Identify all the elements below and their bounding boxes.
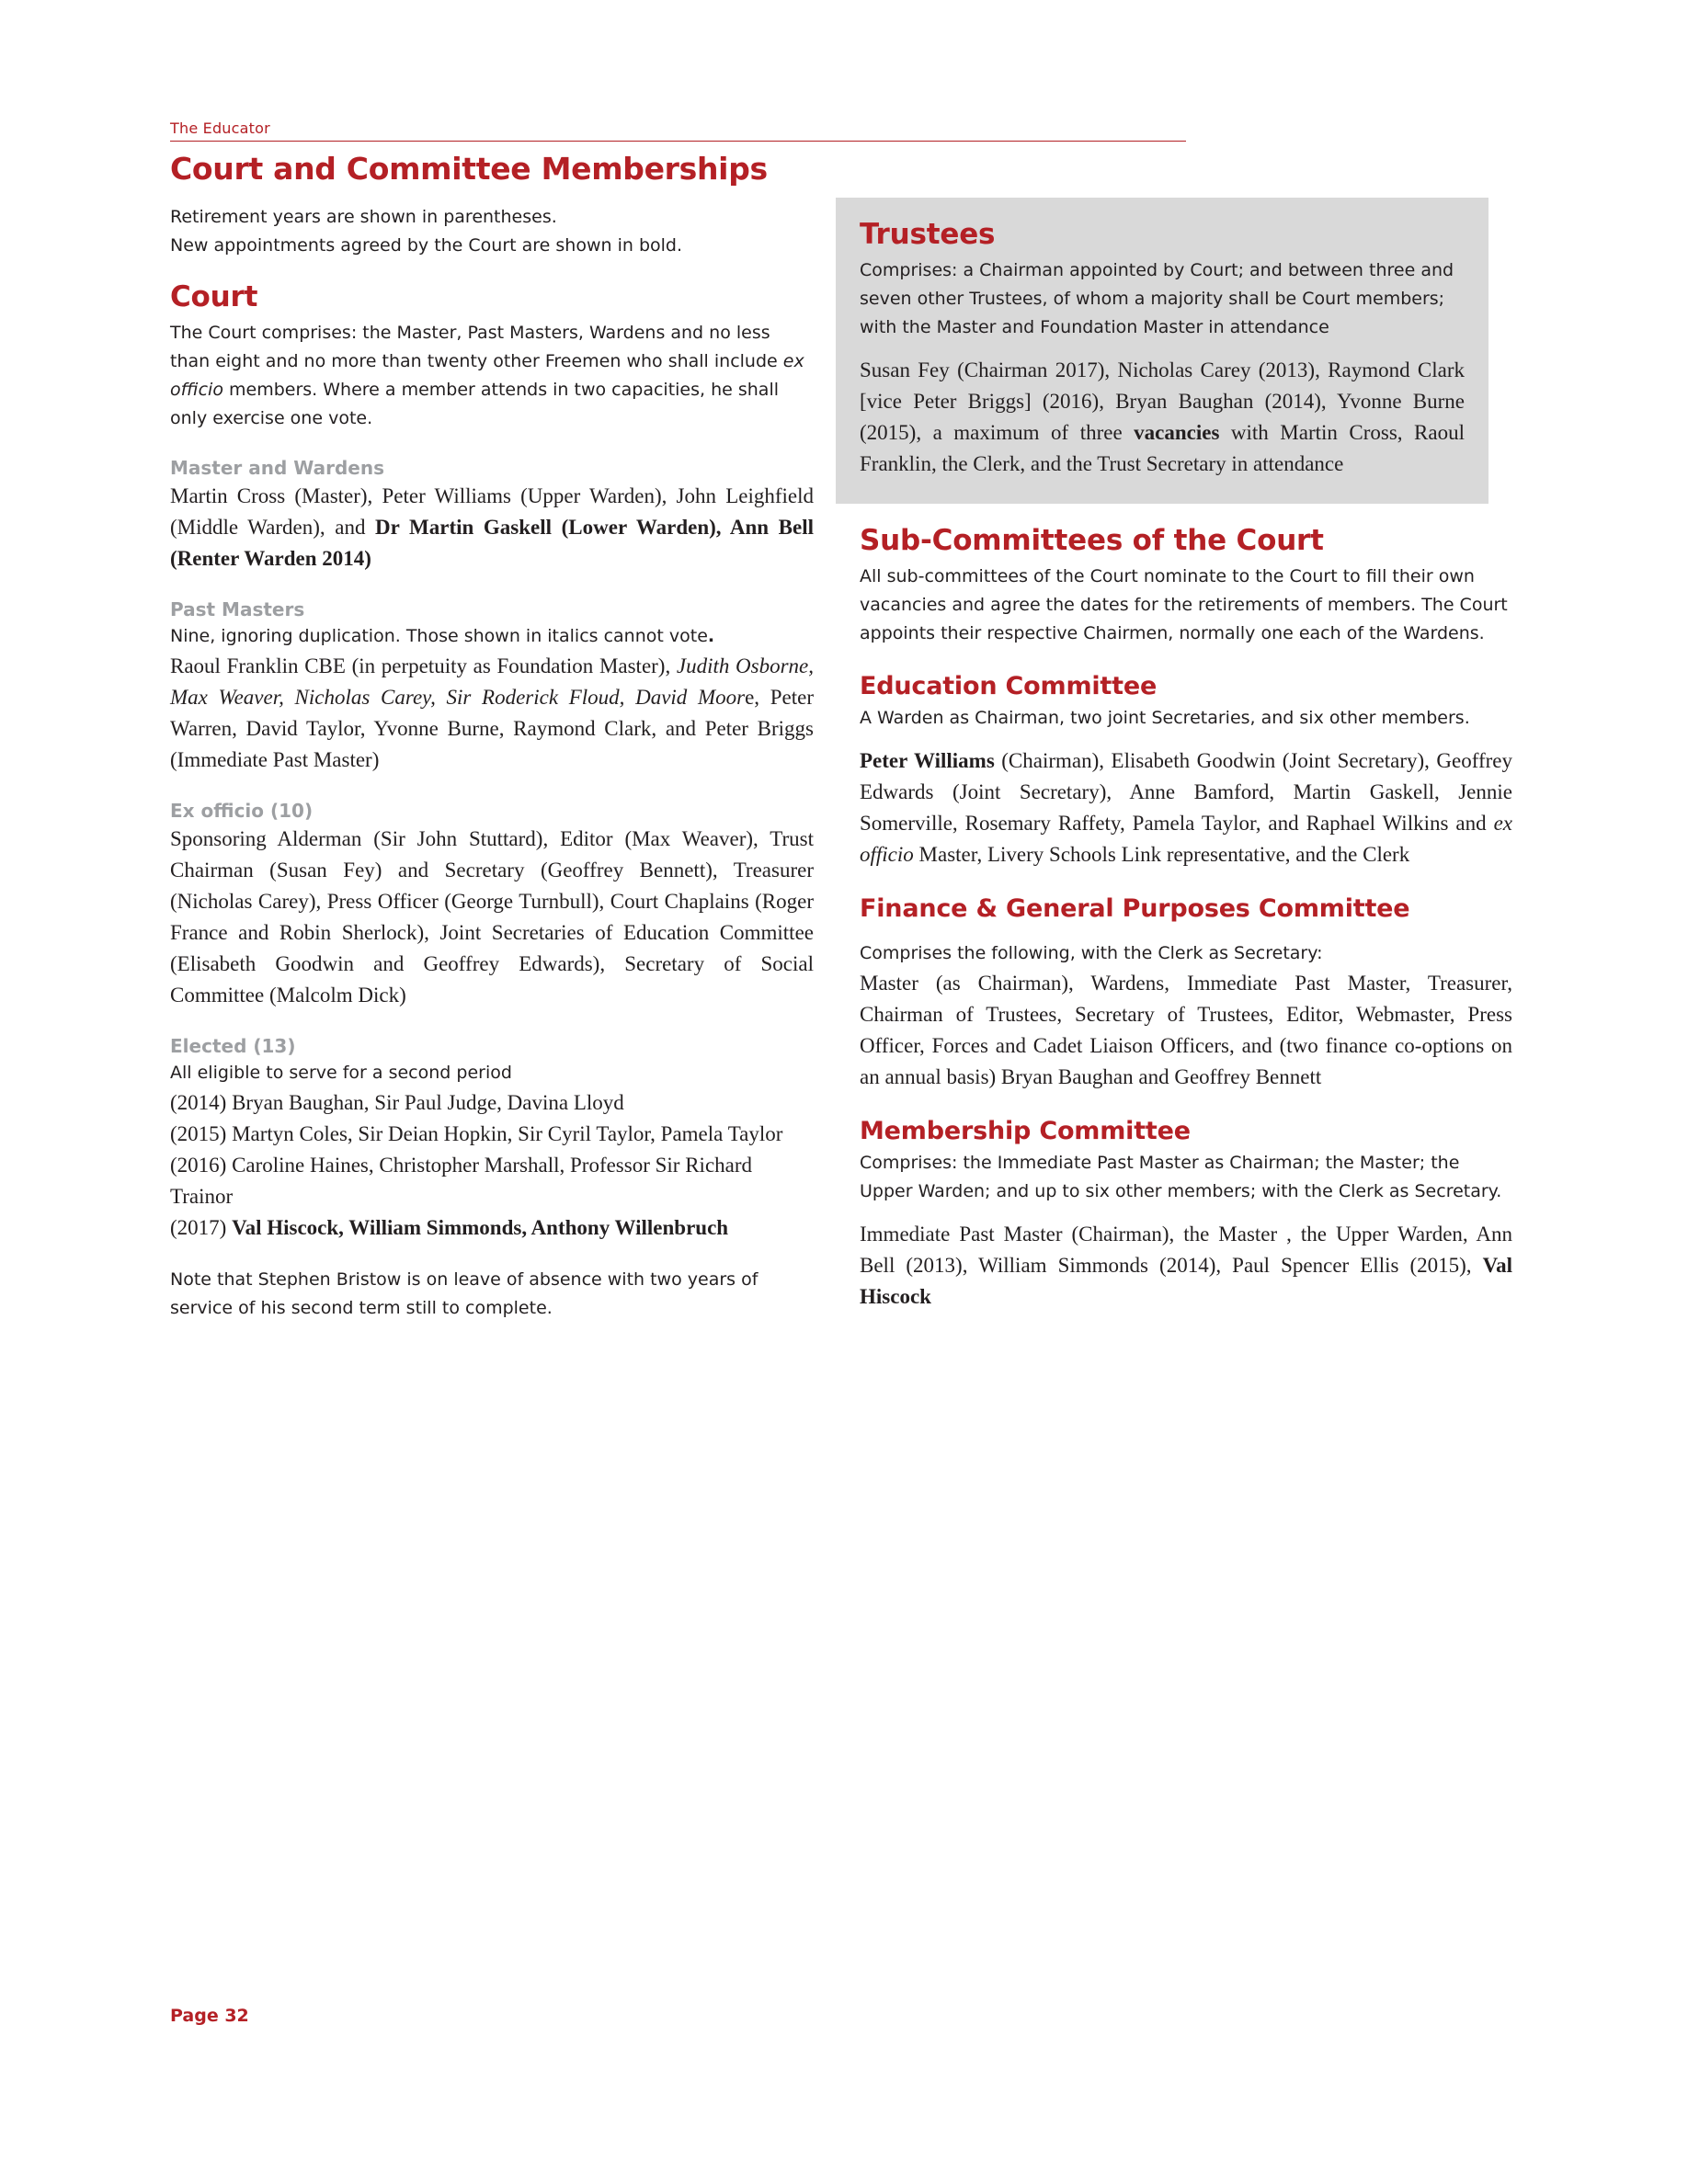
education-comprises: A Warden as Chairman, two joint Secretaries, and six other members. xyxy=(860,708,1470,728)
leave-of-absence-note: Note that Stephen Bristow is on leave of absence with two years of service of his second term still to complete. xyxy=(170,1269,758,1318)
page-title: Court and Committee Memberships xyxy=(170,151,768,187)
running-head: The Educator xyxy=(170,119,270,137)
heading-master-and-wardens: Master and Wardens xyxy=(170,457,384,479)
membership-members-part-1: Immediate Past Master (Chairman), the Master , the Upper Warden, Ann Bell (2013), William Simmonds (2014), Paul Spencer Ellis (2015), xyxy=(860,1223,1512,1277)
past-masters-note-period: . xyxy=(707,626,715,646)
past-masters-part-2: e, Peter Warren, David Taylor, Yvonne Burne, Raymond Clark, and Peter Briggs (Immediate Past Master) xyxy=(170,686,814,771)
trustees-comprises: Comprises: a Chairman appointed by Court; and between three and seven other Trustees, of whom a majority shall be Court members; with the Master and Foundation Master in attendance xyxy=(860,260,1454,337)
heading-elected: Elected (13) xyxy=(170,1035,296,1057)
left-column xyxy=(170,203,814,1323)
membership-members xyxy=(860,1219,1512,1313)
heading-past-masters: Past Masters xyxy=(170,598,305,620)
education-members-part-2: Master, Livery Schools Link representative, and the Clerk xyxy=(913,843,1410,866)
court-description xyxy=(170,319,814,433)
heading-finance-committee: Finance & General Purposes Committee xyxy=(860,894,1410,923)
finance-members: Master (as Chairman), Wardens, Immediate Past Master, Treasurer, Chairman of Trustees, Secretary of Trustees, Editor, Webmaster, Press Officer, Forces and Cadet Liaison Officers, and (two finance co-options on an annual basis) Bryan Baughan and Geoffrey Bennett xyxy=(860,972,1512,1088)
court-text-italic: ex officio xyxy=(170,351,804,400)
master-wardens-text: Martin Cross (Master), Peter Williams (Upper Warden), John Leighfield (Middle Warden), and xyxy=(170,484,814,539)
trustees-vacancies: vacancies xyxy=(1134,421,1220,444)
court-text-part-2: members. Where a member attends in two capacities, he shall only exercise one vote. xyxy=(170,380,779,428)
trustees-panel xyxy=(836,198,1488,504)
master-wardens-new-appointments: Dr Martin Gaskell (Lower Warden), Ann Bell (Renter Warden 2014) xyxy=(170,516,815,570)
elected-2017 xyxy=(170,1212,814,1244)
education-members-part-1: (Chairman), Elisabeth Goodwin (Joint Secretary), Geoffrey Edwards (Joint Secretary), Anne Bamford, Martin Gaskell, Jennie Somerville, Rosemary Raffety, Pamela Taylor, and Raphael Wilkins and xyxy=(860,749,1512,835)
heading-ex-officio: Ex officio (10) xyxy=(170,800,314,822)
trustees-members-part-1: Susan Fey (Chairman 2017), Nicholas Carey (2013), Raymond Clark [vice Peter Briggs] (2016), Bryan Baughan (2014), Yvonne Burne (2015), a maximum of three xyxy=(860,358,1465,444)
elected-note: All eligible to serve for a second period xyxy=(170,1063,512,1083)
heading-sub-committees: Sub-Committees of the Court xyxy=(860,524,1324,557)
trustees-members xyxy=(860,355,1465,480)
education-ex-officio-italic: ex officio xyxy=(860,812,1512,866)
page-number: Page 32 xyxy=(170,2006,249,2026)
heading-trustees: Trustees xyxy=(860,218,996,251)
heading-court: Court xyxy=(170,280,258,313)
past-masters-list xyxy=(170,651,814,776)
education-members xyxy=(860,745,1512,870)
finance-comprises: Comprises the following, with the Clerk as Secretary: xyxy=(860,943,1323,963)
membership-new-member: Val Hiscock xyxy=(860,1254,1512,1308)
elected-2017-year: (2017) xyxy=(170,1216,233,1239)
sub-committees-text: All sub-committees of the Court nominate to the Court to fill their own vacancies and agree the dates for the retirements of members. The Court appoints their respective Chairmen, normally one each of the Wardens. xyxy=(860,566,1508,643)
heading-membership-committee: Membership Committee xyxy=(860,1117,1191,1145)
elected-2016: (2016) Caroline Haines, Christopher Marshall, Professor Sir Richard Trainor xyxy=(170,1154,753,1208)
past-masters-note-text: Nine, ignoring duplication. Those shown in italics cannot vote xyxy=(170,626,708,646)
header-rule xyxy=(170,141,1186,142)
elected-2014: (2014) Bryan Baughan, Sir Paul Judge, Davina Lloyd xyxy=(170,1091,624,1114)
elected-2015: (2015) Martyn Coles, Sir Deian Hopkin, Sir Cyril Taylor, Pamela Taylor xyxy=(170,1122,783,1145)
page-content xyxy=(170,119,1512,1318)
ex-officio-list: Sponsoring Alderman (Sir John Stuttard), Editor (Max Weaver), Trust Chairman (Susan Fey) and Secretary (Geoffrey Bennett), Treasurer (Nicholas Carey), Press Officer (George Turnbull), Court Chaplains (Roger France and Robin Sherlock), Joint Secretaries of Education Committee (Elisabeth Goodwin and Geoffrey Edwards), Secretary of Social Committee (Malcolm Dick) xyxy=(170,827,814,1007)
right-column xyxy=(860,203,1512,1313)
education-chairman: Peter Williams xyxy=(860,749,995,772)
membership-comprises: Comprises: the Immediate Past Master as Chairman; the Master; the Upper Warden; and up to six other members; with the Clerk as Secretary. xyxy=(860,1153,1502,1201)
elected-2017-names: Val Hiscock, William Simmonds, Anthony Willenbruch xyxy=(232,1216,729,1239)
past-masters-italic-names: Judith Osborne, Max Weaver, Nicholas Carey, Sir Roderick Floud, David Moor xyxy=(170,654,814,709)
heading-education-committee: Education Committee xyxy=(860,672,1158,700)
intro-line-1: Retirement years are shown in parentheses. xyxy=(170,207,557,227)
intro-line-2: New appointments agreed by the Court are shown in bold. xyxy=(170,235,683,256)
court-text-part-1: The Court comprises: the Master, Past Masters, Wardens and no less than eight and no more than twenty other Freemen who shall include xyxy=(170,323,783,371)
master-and-wardens-list xyxy=(170,481,814,574)
trustees-members-part-2: with Martin Cross, Raoul Franklin, the Clerk, and the Trust Secretary in attendance xyxy=(860,421,1465,475)
past-masters-note xyxy=(170,622,814,651)
past-masters-part-1: Raoul Franklin CBE (in perpetuity as Foundation Master), xyxy=(170,654,677,677)
